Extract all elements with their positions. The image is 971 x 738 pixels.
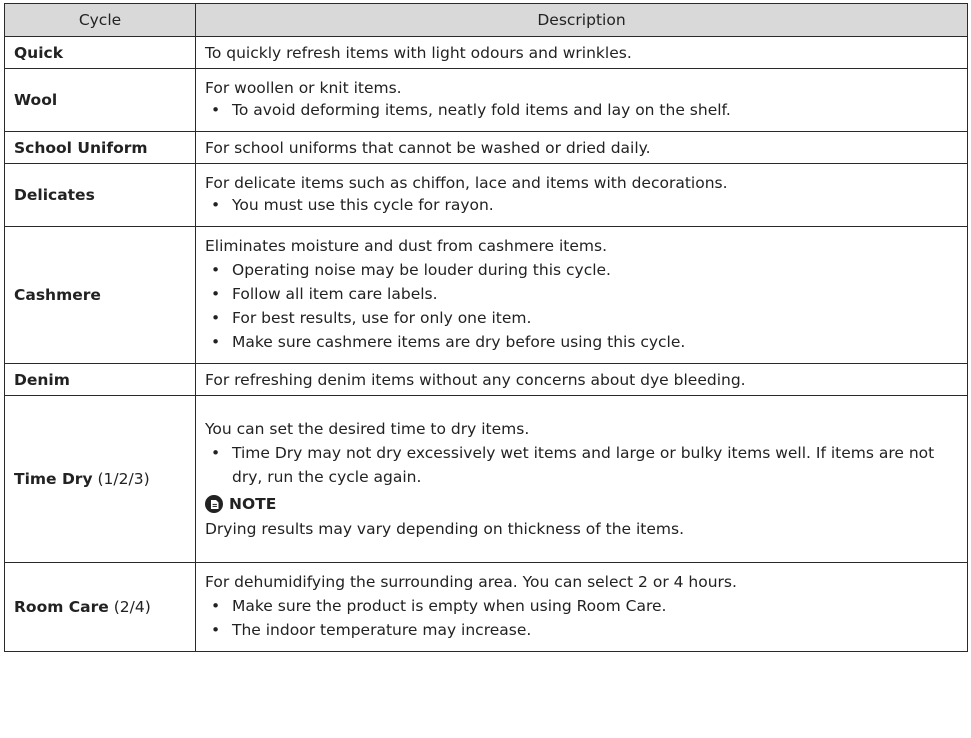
bullet-item: • Follow all item care labels. bbox=[205, 282, 958, 306]
bullet-item: • The indoor temperature may increase. bbox=[205, 618, 958, 642]
cycle-description: For woollen or knit items. • To avoid deforming items, neatly fold items and lay on the shelf. bbox=[196, 69, 968, 132]
cycle-name: Time Dry (1/2/3) bbox=[5, 396, 196, 563]
cycle-name: School Uniform bbox=[5, 132, 196, 164]
cycle-description: For refreshing denim items without any concerns about dye bleeding. bbox=[196, 364, 968, 396]
table-row bbox=[5, 364, 968, 396]
bullet-item: • Time Dry may not dry excessively wet items and large or bulky items well. If items are not dry, run the cycle again. bbox=[205, 441, 958, 489]
table-row bbox=[5, 164, 968, 227]
bullet-item: • For best results, use for only one item. bbox=[205, 306, 958, 330]
note-text: Drying results may vary depending on thickness of the items. bbox=[205, 520, 685, 538]
header-description: Description bbox=[196, 4, 968, 37]
bullet-item: • Make sure the product is empty when using Room Care. bbox=[205, 594, 958, 618]
table-row bbox=[5, 396, 968, 563]
cycle-name: Quick bbox=[5, 37, 196, 69]
table-row bbox=[5, 132, 968, 164]
table-row bbox=[5, 37, 968, 69]
cycle-description: For school uniforms that cannot be washed or dried daily. bbox=[196, 132, 968, 164]
note-heading bbox=[205, 495, 958, 513]
cycle-description: Eliminates moisture and dust from cashmere items. • Operating noise may be louder during this cycle. • Follow all item care labels. • For best results, use for only one item. • Make sure cashmere items are dry before using this cycle. bbox=[196, 227, 968, 364]
table-row bbox=[5, 563, 968, 652]
note-label: NOTE bbox=[229, 495, 277, 513]
cycle-name: Wool bbox=[5, 69, 196, 132]
bullet-item: • You must use this cycle for rayon. bbox=[205, 193, 958, 217]
header-cycle: Cycle bbox=[5, 4, 196, 37]
cycle-name: Cashmere bbox=[5, 227, 196, 364]
bullet-item: • Operating noise may be louder during this cycle. bbox=[205, 258, 958, 282]
cycle-name: Room Care (2/4) bbox=[5, 563, 196, 652]
cycle-table bbox=[4, 3, 968, 652]
table-row bbox=[5, 69, 968, 132]
cycle-name: Denim bbox=[5, 364, 196, 396]
cycle-name: Delicates bbox=[5, 164, 196, 227]
table-row bbox=[5, 227, 968, 364]
note-icon bbox=[205, 495, 223, 513]
cycle-description: For delicate items such as chiffon, lace and items with decorations. • You must use this cycle for rayon. bbox=[196, 164, 968, 227]
bullet-item: • To avoid deforming items, neatly fold items and lay on the shelf. bbox=[205, 98, 958, 122]
cycle-description: You can set the desired time to dry items. • Time Dry may not dry excessively wet items and large or bulky items well. If items are not dry, run the cycle again. NOTE Drying results may vary depending on thickness of the items. bbox=[196, 396, 968, 563]
header-row bbox=[5, 4, 968, 37]
cycle-description: To quickly refresh items with light odours and wrinkles. bbox=[196, 37, 968, 69]
bullet-item: • Make sure cashmere items are dry before using this cycle. bbox=[205, 330, 958, 354]
cycle-description: For dehumidifying the surrounding area. You can select 2 or 4 hours. • Make sure the product is empty when using Room Care. • The indoor temperature may increase. bbox=[196, 563, 968, 652]
